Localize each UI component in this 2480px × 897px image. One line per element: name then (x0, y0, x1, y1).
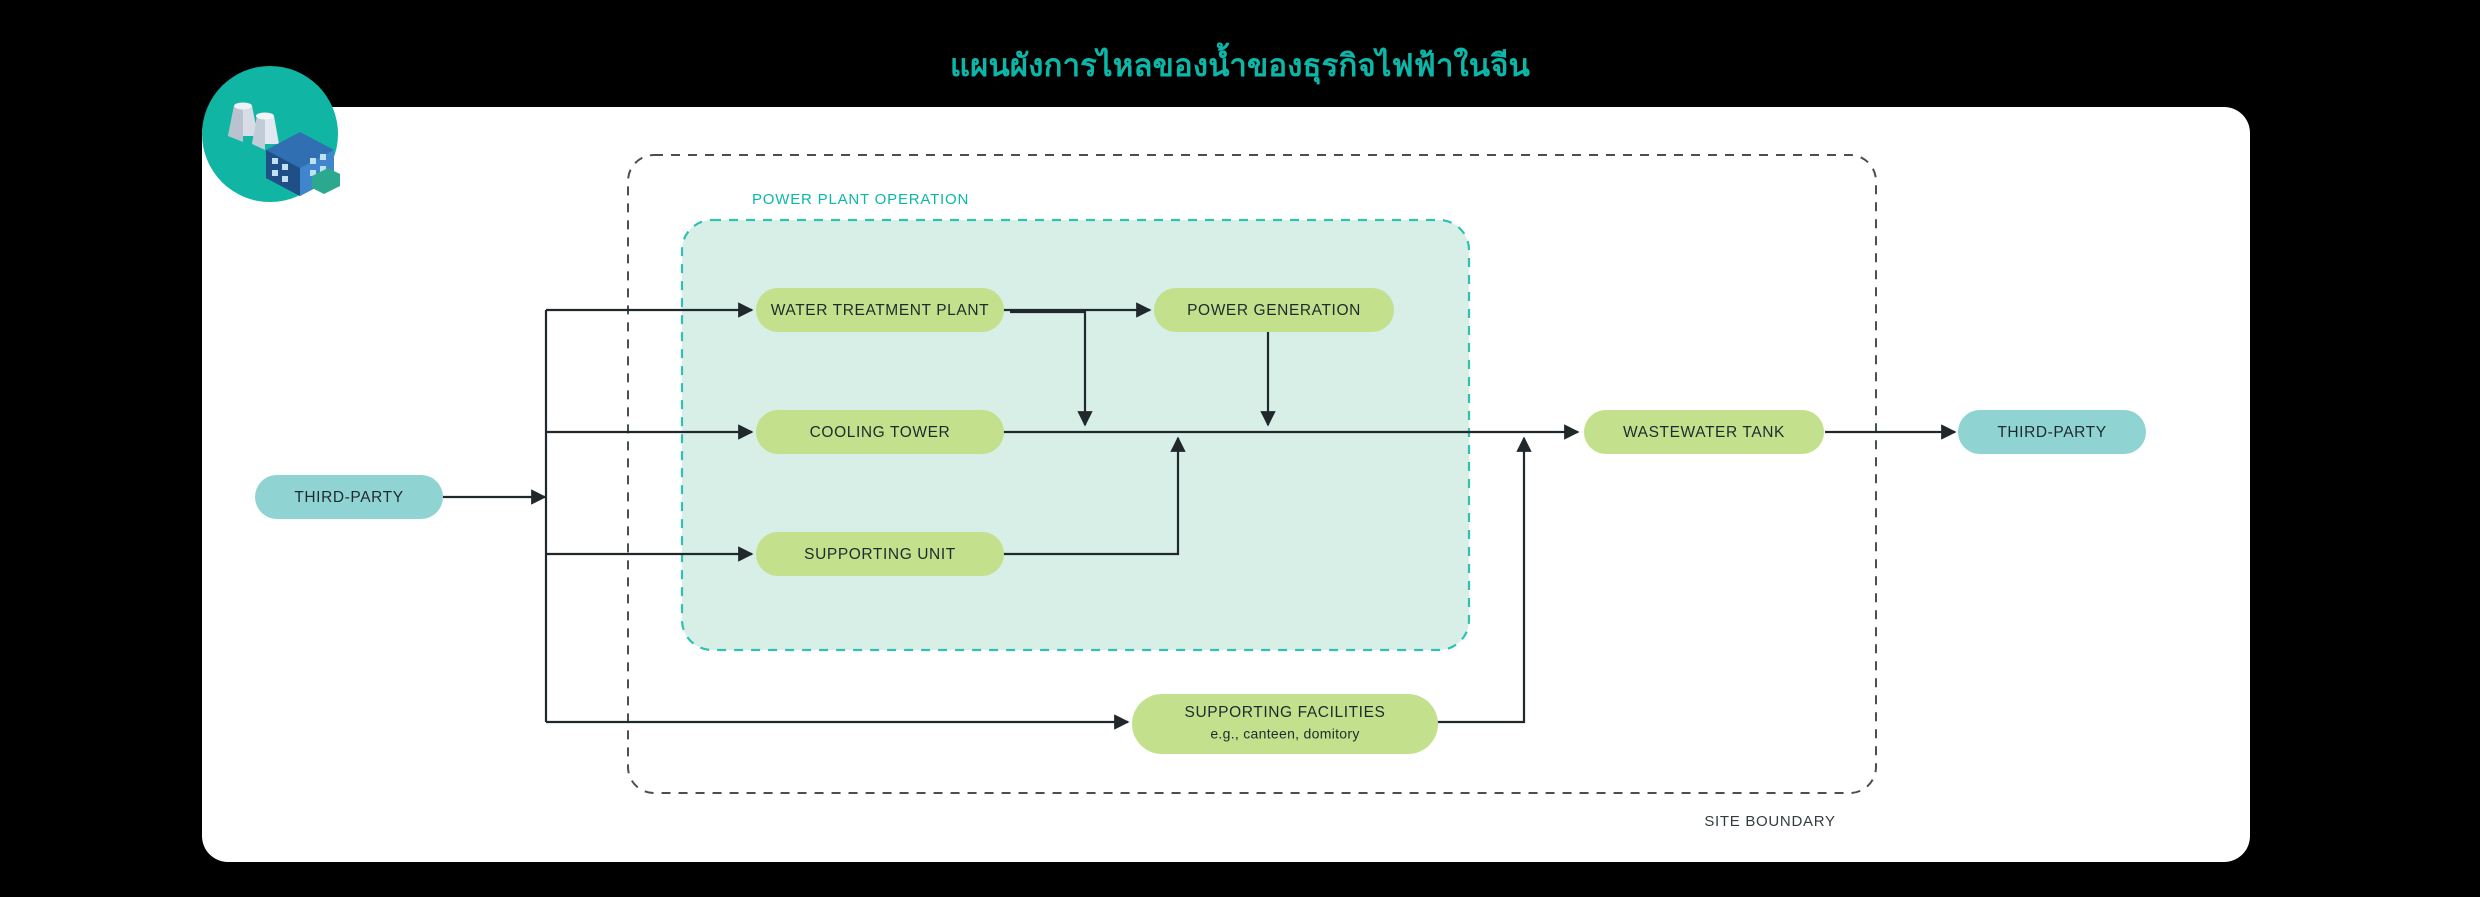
node-wastewater-tank-label: WASTEWATER TANK (1623, 424, 1785, 442)
node-water-treatment-plant[interactable] (756, 288, 1004, 332)
node-cooling-tower-label: COOLING TOWER (809, 424, 951, 442)
node-supporting-unit[interactable] (756, 532, 1004, 576)
node-water-treatment-plant-label: WATER TREATMENT PLANT (770, 302, 990, 320)
power-plant-operation-label: POWER PLANT OPERATION (752, 190, 970, 208)
node-power-generation[interactable] (1154, 288, 1394, 332)
node-third-party-out-label: THIRD-PARTY (1997, 424, 2107, 442)
node-third-party-in-label: THIRD-PARTY (294, 489, 404, 507)
node-third-party-out[interactable] (1958, 410, 2146, 454)
node-supporting-facilities-label: SUPPORTING FACILITIES (1184, 704, 1386, 722)
node-cooling-tower[interactable] (756, 410, 1004, 454)
site-boundary-label: SITE BOUNDARY (1704, 812, 1836, 830)
node-supporting-facilities-sublabel: e.g., canteen, domitory (1210, 725, 1360, 742)
node-supporting-facilities[interactable] (1132, 694, 1438, 754)
node-wastewater-tank[interactable] (1584, 410, 1824, 454)
node-power-generation-label: POWER GENERATION (1187, 302, 1361, 320)
page-title: แผนผังการไหลของน้ำของธุรกิจไฟฟ้าในจีน (949, 48, 1531, 83)
node-supporting-unit-label: SUPPORTING UNIT (804, 546, 956, 564)
node-third-party-in[interactable] (255, 475, 443, 519)
